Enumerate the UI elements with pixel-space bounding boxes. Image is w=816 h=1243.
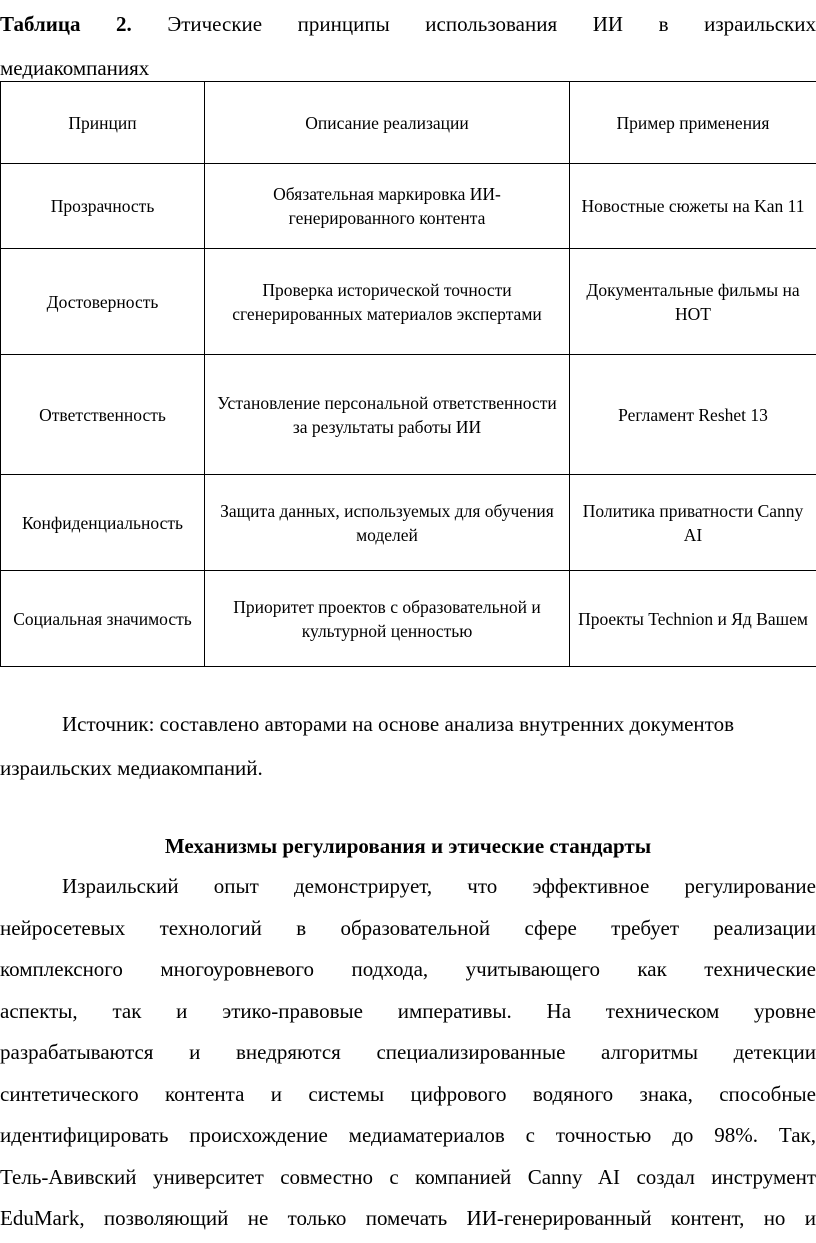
ethics-table [0, 81, 816, 667]
cell-description: Обязательная маркировка ИИ-генерированного контента [205, 164, 570, 249]
table-row [1, 475, 816, 571]
cell-principle: Конфиденциальность [1, 475, 205, 571]
paragraph-line: аспекты, так и этико-правовые императивы. На техническом уровне [0, 998, 816, 1023]
cell-example: Документальные фильмы на HOT [570, 249, 816, 355]
source-line-2: израильских медиакомпаний. [0, 756, 263, 780]
paragraph-line: комплексного многоуровневого подхода, учитывающего как технические [0, 957, 816, 981]
cell-description: Приоритет проектов с образовательной и культурной ценностью [205, 571, 570, 667]
header-principle: Принцип [1, 82, 205, 164]
table-caption [0, 2, 816, 90]
cell-description: Проверка исторической точности сгенерированных материалов экспертами [205, 249, 570, 355]
table-row [1, 164, 816, 249]
cell-principle: Прозрачность [1, 164, 205, 249]
paragraph-line: разрабатываются и внедряются специализированные алгоритмы детекции [0, 1040, 816, 1064]
paragraph-line: Израильский опыт демонстрирует, что эффективное регулирование [62, 874, 816, 898]
table-header-row [1, 82, 816, 164]
caption-label: Таблица 2. [0, 12, 132, 36]
table-row [1, 355, 816, 475]
cell-description: Защита данных, используемых для обучения моделей [205, 475, 570, 571]
cell-example: Проекты Technion и Яд Вашем [570, 571, 816, 667]
caption-line-1 [0, 2, 816, 46]
paragraph-line: EduMark, позволяющий не только помечать ИИ-генерированный контент, но и [0, 1206, 816, 1230]
caption-line-2: медиакомпаниях [0, 56, 150, 80]
source-line-1: Источник: составлено авторами на основе анализа внутренних документов [62, 712, 734, 736]
table-source-note [0, 702, 816, 790]
caption-text: Этические принципы использования ИИ в израильских [167, 12, 816, 36]
table-row [1, 571, 816, 667]
body-paragraph [0, 866, 816, 1240]
paragraph-line: нейросетевых технологий в образовательной сфере требует реализации [0, 915, 816, 940]
paragraph-line: Тель-Авивский университет совместно с компанией Canny AI создал инструмент [0, 1164, 816, 1189]
section-heading: Механизмы регулирования и этические стандарты [164, 834, 652, 858]
cell-example: Регламент Reshet 13 [570, 355, 816, 475]
cell-example: Новостные сюжеты на Kan 11 [570, 164, 816, 249]
cell-principle: Социальная значимость [1, 571, 205, 667]
header-description: Описание реализации [205, 82, 570, 164]
paragraph-line: идентифицировать происхождение медиаматериалов с точностью до 98%. Так, [0, 1123, 816, 1147]
cell-principle: Ответственность [1, 355, 205, 475]
header-example: Пример применения [570, 82, 816, 164]
paragraph-line: синтетического контента и системы цифрового водяного знака, способные [0, 1081, 816, 1106]
cell-description: Установление персональной ответственности за результаты работы ИИ [205, 355, 570, 475]
table-row [1, 249, 816, 355]
cell-example: Политика приватности Canny AI [570, 475, 816, 571]
cell-principle: Достоверность [1, 249, 205, 355]
